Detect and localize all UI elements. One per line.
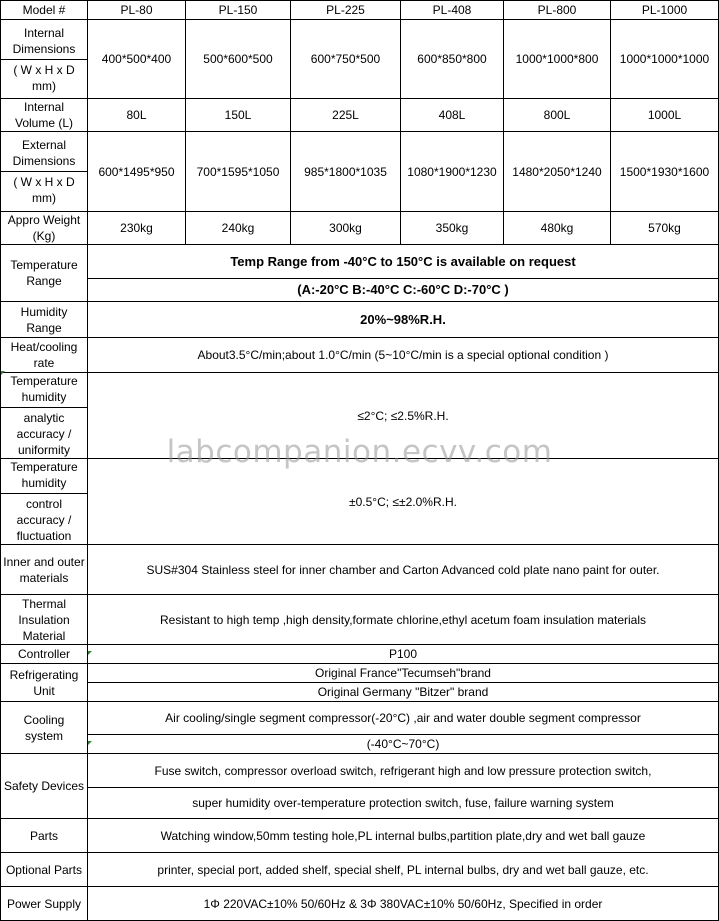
cell-value: 1000L xyxy=(611,99,719,132)
model-name: PL-408 xyxy=(401,1,504,20)
external-dimensions-row xyxy=(1,132,719,212)
weight-label: Appro Weight (Kg) xyxy=(1,212,88,245)
cell-value: 1500*1930*1600 xyxy=(611,132,719,212)
cell-value: 800L xyxy=(504,99,611,132)
model-name: PL-1000 xyxy=(611,1,719,20)
cell-value: 600*850*800 xyxy=(401,20,504,99)
humidity-range-label: Humidity Range xyxy=(1,302,88,338)
model-name: PL-225 xyxy=(291,1,401,20)
cell-value: 600*750*500 xyxy=(291,20,401,99)
analytic-accuracy-row xyxy=(1,373,719,459)
cell-comment-marker-icon xyxy=(1,371,5,375)
temperature-range-label: Temperature Range xyxy=(1,245,88,302)
cooling-range: (-40°C~70°C) xyxy=(88,735,719,754)
safety-row xyxy=(1,754,719,788)
temperature-range-note: Temp Range from -40°C to 150°C is available on request xyxy=(88,245,719,279)
controller-label: Controller xyxy=(1,645,88,664)
insulation-row xyxy=(1,595,719,645)
cooling-row-2 xyxy=(1,735,719,754)
analytic-accuracy-label: Temperature humidity analytic accuracy / uniformity xyxy=(1,373,88,459)
cell-value: 1480*2050*1240 xyxy=(504,132,611,212)
cell-value: 400*500*400 xyxy=(88,20,186,99)
materials-row xyxy=(1,545,719,595)
controller-value: P100 xyxy=(88,645,719,664)
refrigerating-row-2 xyxy=(1,683,719,702)
safety-value: super humidity over-temperature protection switch, fuse, failure warning system xyxy=(88,788,719,819)
insulation-value: Resistant to high temp ,high density,formate chlorine,ethyl acetum foam insulation materials xyxy=(88,595,719,645)
cell-value: 150L xyxy=(186,99,291,132)
temperature-range-row xyxy=(1,245,719,279)
control-accuracy-label: Temperature humidity control accuracy / fluctuation xyxy=(1,459,88,545)
materials-label: Inner and outer materials xyxy=(1,545,88,595)
refrigerating-row xyxy=(1,664,719,683)
temperature-range-row-2 xyxy=(1,279,719,302)
heat-cooling-value: About3.5°C/min;about 1.0°C/min (5~10°C/min is a special optional condition ) xyxy=(88,338,719,373)
cell-value: 600*1495*950 xyxy=(88,132,186,212)
safety-label: Safety Devices xyxy=(1,754,88,819)
internal-dimensions-row xyxy=(1,20,719,99)
control-accuracy-row xyxy=(1,459,719,545)
cell-comment-marker-icon xyxy=(88,651,92,655)
optional-parts-row xyxy=(1,853,719,887)
power-supply-value: 1Φ 220VAC±10% 50/60Hz & 3Φ 380VAC±10% 50/60Hz, Specified in order xyxy=(88,887,719,921)
materials-value: SUS#304 Stainless steel for inner chamber and Carton Advanced cold plate nano paint for outer. xyxy=(88,545,719,595)
insulation-label: Thermal Insulation Material xyxy=(1,595,88,645)
safety-value: Fuse switch, compressor overload switch, refrigerant high and low pressure protection switch, xyxy=(88,754,719,788)
cell-value: 1000*1000*1000 xyxy=(611,20,719,99)
cell-comment-marker-icon xyxy=(88,741,92,745)
internal-dimensions-label: Internal Dimensions ( W x H x D mm) xyxy=(1,20,88,99)
cell-value: 1080*1900*1230 xyxy=(401,132,504,212)
cell-value: 700*1595*1050 xyxy=(186,132,291,212)
cell-value: 570kg xyxy=(611,212,719,245)
cell-value: 1000*1000*800 xyxy=(504,20,611,99)
model-name: PL-800 xyxy=(504,1,611,20)
cooling-label: Cooling system xyxy=(1,702,88,754)
temperature-range-classes: (A:-20°C B:-40°C C:-60°C D:-70°C ) xyxy=(88,279,719,302)
power-supply-label: Power Supply xyxy=(1,887,88,921)
cooling-row xyxy=(1,702,719,735)
header-row xyxy=(1,1,719,20)
external-dimensions-unit: ( W x H x D mm) xyxy=(1,171,87,206)
heat-cooling-label: Heat/cooling rate xyxy=(1,338,88,373)
analytic-accuracy-value: ≤2°C; ≤2.5%R.H. xyxy=(88,373,719,459)
power-supply-row xyxy=(1,887,719,921)
cell-value: 500*600*500 xyxy=(186,20,291,99)
controller-row xyxy=(1,645,719,664)
cell-value: 408L xyxy=(401,99,504,132)
model-name: PL-80 xyxy=(88,1,186,20)
cell-value: 80L xyxy=(88,99,186,132)
external-dimensions-label: External Dimensions ( W x H x D mm) xyxy=(1,132,88,212)
model-label: Model # xyxy=(1,1,88,20)
heat-cooling-row xyxy=(1,338,719,373)
cell-value: 225L xyxy=(291,99,401,132)
parts-row xyxy=(1,819,719,853)
internal-dimensions-unit: ( W x H x D mm) xyxy=(1,59,87,94)
weight-row xyxy=(1,212,719,245)
cooling-value: Air cooling/single segment compressor(-20°C) ,air and water double segment compressor xyxy=(88,702,719,735)
parts-value: Watching window,50mm testing hole,PL internal bulbs,partition plate,dry and wet ball gauze xyxy=(88,819,719,853)
cell-value: 480kg xyxy=(504,212,611,245)
cell-value: 350kg xyxy=(401,212,504,245)
cell-value: 985*1800*1035 xyxy=(291,132,401,212)
parts-label: Parts xyxy=(1,819,88,853)
watermark-text: labcompanion.ecvv.com xyxy=(166,434,553,470)
cell-value: 300kg xyxy=(291,212,401,245)
safety-row-2 xyxy=(1,788,719,819)
optional-parts-label: Optional Parts xyxy=(1,853,88,887)
humidity-range-row xyxy=(1,302,719,338)
cell-value: 230kg xyxy=(88,212,186,245)
internal-volume-label: Internal Volume (L) xyxy=(1,99,88,132)
control-accuracy-value: ±0.5°C; ≤±2.0%R.H. xyxy=(88,459,719,545)
model-name: PL-150 xyxy=(186,1,291,20)
humidity-range-value: 20%~98%R.H. xyxy=(88,302,719,338)
refrigerating-brand: Original France"Tecumseh"brand xyxy=(88,664,719,683)
refrigerating-label: Refrigerating Unit xyxy=(1,664,88,702)
optional-parts-value: printer, special port, added shelf, special shelf, PL internal bulbs, dry and wet ball gauze, etc. xyxy=(88,853,719,887)
internal-volume-row xyxy=(1,99,719,132)
cell-value: 240kg xyxy=(186,212,291,245)
refrigerating-brand: Original Germany "Bitzer" brand xyxy=(88,683,719,702)
